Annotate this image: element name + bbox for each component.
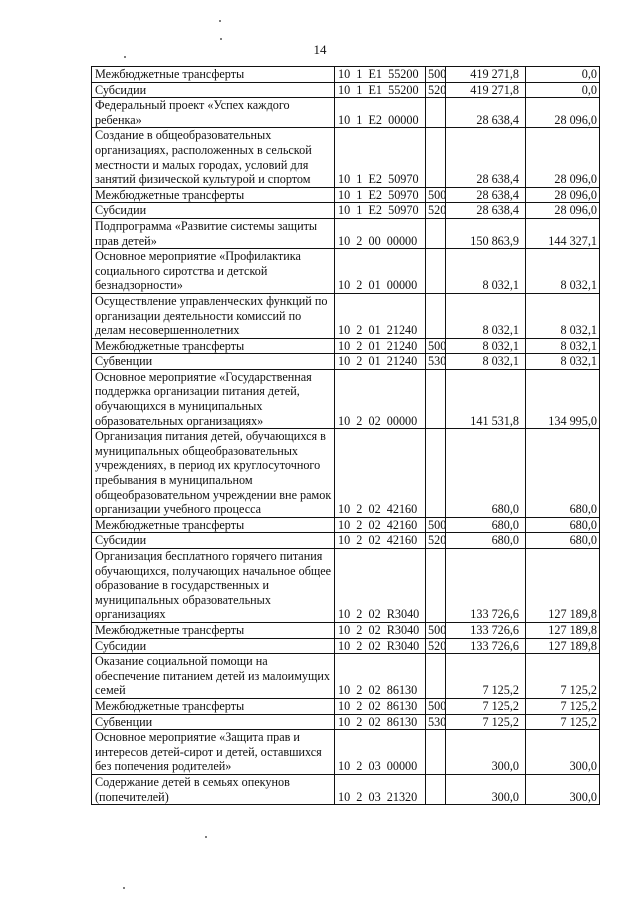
row-sum-1: 680,0: [446, 517, 526, 533]
row-expense-type: 520: [426, 203, 446, 219]
row-sum-1: 300,0: [446, 774, 526, 804]
table-row: [92, 429, 600, 518]
table-row: [92, 338, 600, 354]
row-code: 10 2 01 00000: [335, 249, 426, 294]
row-sum-1: 419 271,8: [446, 82, 526, 98]
row-expense-type: [426, 429, 446, 518]
row-name: Межбюджетные трансферты: [92, 698, 335, 714]
row-name: Основное мероприятие «Защита прав и интересов детей-сирот и детей, оставшихся без попечения родителей»: [92, 730, 335, 775]
table-row: [92, 369, 600, 428]
table-row: [92, 533, 600, 549]
row-sum-2: 8 032,1: [526, 338, 600, 354]
row-sum-1: 7 125,2: [446, 698, 526, 714]
row-expense-type: [426, 369, 446, 428]
row-name: Субвенции: [92, 354, 335, 370]
table-row: [92, 249, 600, 294]
row-sum-1: 28 638,4: [446, 187, 526, 203]
budget-table: [91, 66, 600, 805]
table-row: [92, 549, 600, 623]
table-row: [92, 517, 600, 533]
table-row: [92, 187, 600, 203]
row-code: 10 2 03 00000: [335, 730, 426, 775]
row-name: Осуществление управленческих функций по организации деятельности комиссий по делам несовершеннолетних: [92, 293, 335, 338]
budget-table-body: [92, 67, 600, 805]
row-sum-1: 141 531,8: [446, 369, 526, 428]
row-sum-2: 7 125,2: [526, 698, 600, 714]
row-sum-2: 134 995,0: [526, 369, 600, 428]
row-expense-type: [426, 218, 446, 248]
page-number: 14: [313, 42, 327, 57]
row-expense-type: 500: [426, 338, 446, 354]
row-sum-2: 127 189,8: [526, 622, 600, 638]
row-sum-1: 680,0: [446, 429, 526, 518]
row-sum-2: 0,0: [526, 82, 600, 98]
table-row: [92, 730, 600, 775]
row-code: 10 1 E1 55200: [335, 82, 426, 98]
row-expense-type: [426, 128, 446, 187]
row-expense-type: 530: [426, 714, 446, 730]
row-expense-type: [426, 730, 446, 775]
row-name: Федеральный проект «Успех каждого ребенка»: [92, 98, 335, 128]
row-name: Организация бесплатного горячего питания обучающихся, получающих начальное общее образование в государственных и муниципальных образовательных организациях: [92, 549, 335, 623]
row-code: 10 1 E2 50970: [335, 203, 426, 219]
row-sum-2: 0,0: [526, 67, 600, 83]
row-name: Субвенции: [92, 714, 335, 730]
row-sum-1: 133 726,6: [446, 549, 526, 623]
row-code: 10 2 02 42160: [335, 517, 426, 533]
row-expense-type: [426, 774, 446, 804]
row-expense-type: 520: [426, 82, 446, 98]
table-row: [92, 714, 600, 730]
row-sum-2: 8 032,1: [526, 293, 600, 338]
row-sum-2: 300,0: [526, 774, 600, 804]
row-sum-2: 127 189,8: [526, 638, 600, 654]
scan-speck: [123, 887, 125, 889]
row-sum-2: 680,0: [526, 517, 600, 533]
table-row: [92, 128, 600, 187]
row-sum-1: 419 271,8: [446, 67, 526, 83]
row-sum-2: 300,0: [526, 730, 600, 775]
row-sum-1: 28 638,4: [446, 203, 526, 219]
row-expense-type: [426, 654, 446, 699]
row-sum-1: 7 125,2: [446, 654, 526, 699]
row-code: 10 2 02 86130: [335, 698, 426, 714]
table-row: [92, 203, 600, 219]
row-code: 10 2 02 00000: [335, 369, 426, 428]
row-expense-type: 500: [426, 517, 446, 533]
row-code: 10 2 02 R3040: [335, 622, 426, 638]
row-sum-2: 8 032,1: [526, 354, 600, 370]
row-sum-1: 133 726,6: [446, 638, 526, 654]
row-expense-type: 530: [426, 354, 446, 370]
row-code: 10 2 01 21240: [335, 354, 426, 370]
row-expense-type: [426, 98, 446, 128]
table-row: [92, 67, 600, 83]
row-expense-type: [426, 249, 446, 294]
row-sum-2: 144 327,1: [526, 218, 600, 248]
row-code: 10 2 02 R3040: [335, 638, 426, 654]
row-expense-type: [426, 549, 446, 623]
table-row: [92, 622, 600, 638]
row-code: 10 2 02 42160: [335, 533, 426, 549]
row-sum-1: 8 032,1: [446, 338, 526, 354]
row-name: Подпрограмма «Развитие системы защиты прав детей»: [92, 218, 335, 248]
row-name: Субсидии: [92, 82, 335, 98]
row-code: 10 1 E1 55200: [335, 67, 426, 83]
row-sum-1: 133 726,6: [446, 622, 526, 638]
row-code: 10 2 01 21240: [335, 293, 426, 338]
row-sum-1: 7 125,2: [446, 714, 526, 730]
row-name: Межбюджетные трансферты: [92, 622, 335, 638]
row-code: 10 1 E2 00000: [335, 98, 426, 128]
table-row: [92, 698, 600, 714]
row-sum-2: 7 125,2: [526, 654, 600, 699]
row-sum-2: 127 189,8: [526, 549, 600, 623]
row-name: Субсидии: [92, 533, 335, 549]
table-row: [92, 774, 600, 804]
scan-speck: [124, 56, 126, 58]
row-name: Основное мероприятие «Профилактика социального сиротства и детской безнадзорности»: [92, 249, 335, 294]
scan-speck: [220, 38, 222, 40]
table-row: [92, 354, 600, 370]
row-sum-1: 8 032,1: [446, 293, 526, 338]
row-name: Межбюджетные трансферты: [92, 338, 335, 354]
row-code: 10 2 03 21320: [335, 774, 426, 804]
row-code: 10 2 02 R3040: [335, 549, 426, 623]
row-code: 10 1 E2 50970: [335, 128, 426, 187]
row-name: Межбюджетные трансферты: [92, 67, 335, 83]
row-expense-type: 500: [426, 187, 446, 203]
row-name: Субсидии: [92, 203, 335, 219]
row-sum-2: 8 032,1: [526, 249, 600, 294]
row-name: Субсидии: [92, 638, 335, 654]
row-sum-1: 28 638,4: [446, 128, 526, 187]
row-sum-1: 300,0: [446, 730, 526, 775]
table-row: [92, 82, 600, 98]
table-row: [92, 218, 600, 248]
row-sum-2: 680,0: [526, 533, 600, 549]
table-row: [92, 293, 600, 338]
row-sum-1: 680,0: [446, 533, 526, 549]
row-name: Создание в общеобразовательных организациях, расположенных в сельской местности и малых городах, условий для занятий физической культурой и спортом: [92, 128, 335, 187]
row-expense-type: 520: [426, 638, 446, 654]
row-name: Организация питания детей, обучающихся в муниципальных общеобразовательных учреждениях, в период их круглосуточного пребывания в муниципальном общеобразовательном учреждении вне рамок организации учебного процесса: [92, 429, 335, 518]
row-sum-1: 28 638,4: [446, 98, 526, 128]
table-row: [92, 654, 600, 699]
row-code: 10 2 01 21240: [335, 338, 426, 354]
row-sum-2: 28 096,0: [526, 128, 600, 187]
row-name: Межбюджетные трансферты: [92, 187, 335, 203]
scan-speck: [205, 836, 207, 838]
table-row: [92, 98, 600, 128]
row-name: Содержание детей в семьях опекунов (попечителей): [92, 774, 335, 804]
row-name: Межбюджетные трансферты: [92, 517, 335, 533]
row-expense-type: 500: [426, 67, 446, 83]
row-expense-type: 520: [426, 533, 446, 549]
row-code: 10 2 00 00000: [335, 218, 426, 248]
table-row: [92, 638, 600, 654]
row-code: 10 2 02 42160: [335, 429, 426, 518]
row-name: Оказание социальной помощи на обеспечение питанием детей из малоимущих семей: [92, 654, 335, 699]
row-code: 10 1 E2 50970: [335, 187, 426, 203]
row-code: 10 2 02 86130: [335, 714, 426, 730]
scan-speck: [219, 20, 221, 22]
row-sum-2: 28 096,0: [526, 98, 600, 128]
row-expense-type: 500: [426, 698, 446, 714]
row-sum-1: 8 032,1: [446, 249, 526, 294]
row-name: Основное мероприятие «Государственная поддержка организации питания детей, обучающихся в муниципальных образовательных организациях»: [92, 369, 335, 428]
row-sum-2: 28 096,0: [526, 187, 600, 203]
row-sum-2: 7 125,2: [526, 714, 600, 730]
row-sum-2: 680,0: [526, 429, 600, 518]
row-sum-2: 28 096,0: [526, 203, 600, 219]
row-code: 10 2 02 86130: [335, 654, 426, 699]
row-sum-1: 8 032,1: [446, 354, 526, 370]
row-expense-type: [426, 293, 446, 338]
row-expense-type: 500: [426, 622, 446, 638]
row-sum-1: 150 863,9: [446, 218, 526, 248]
